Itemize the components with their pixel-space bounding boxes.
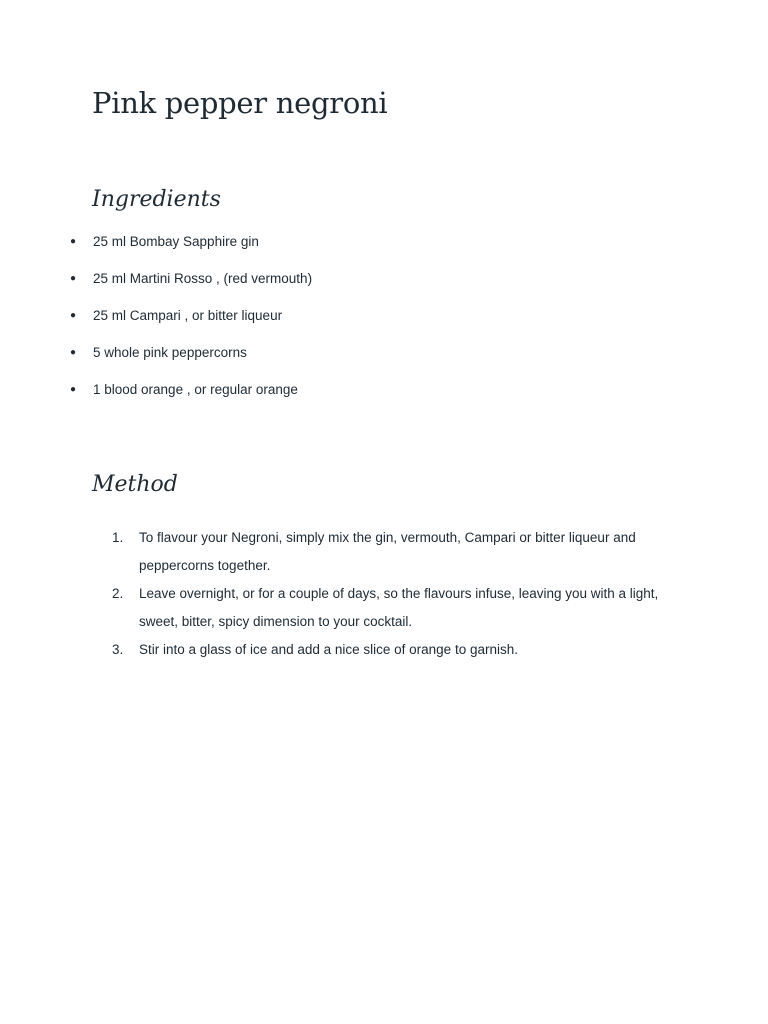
- ingredients-heading: Ingredients: [92, 187, 221, 212]
- ingredient-text: 5 whole pink peppercorns: [93, 345, 247, 360]
- bullet-icon: ●: [69, 347, 77, 358]
- method-step: [0, 636, 700, 664]
- method-step: [0, 580, 700, 636]
- ingredient-item: [0, 232, 700, 269]
- page-title: Pink pepper negroni: [92, 86, 388, 120]
- ingredient-text: 25 ml Campari , or bitter liqueur: [93, 308, 283, 323]
- ingredient-item: [0, 306, 700, 343]
- ingredient-item: [0, 380, 700, 417]
- bullet-icon: ●: [69, 273, 77, 284]
- ingredient-item: [0, 343, 700, 380]
- method-list: [0, 524, 700, 664]
- step-number: 1.: [112, 530, 124, 545]
- step-text: Leave overnight, or for a couple of days, so the flavours infuse, leaving you with a light, sweet, bitter, spicy dimension to your cocktail.: [139, 586, 659, 629]
- bullet-icon: ●: [69, 236, 77, 247]
- step-text: Stir into a glass of ice and add a nice slice of orange to garnish.: [139, 642, 518, 657]
- step-number: 2.: [112, 586, 124, 601]
- ingredient-text: 25 ml Martini Rosso , (red vermouth): [93, 271, 313, 286]
- bullet-icon: ●: [69, 310, 77, 321]
- ingredients-list: [0, 232, 700, 417]
- ingredient-text: 1 blood orange , or regular orange: [93, 382, 298, 397]
- ingredient-text: 25 ml Bombay Sapphire gin: [93, 234, 259, 249]
- step-number: 3.: [112, 642, 124, 657]
- method-step: [0, 524, 700, 580]
- step-text: To flavour your Negroni, simply mix the gin, vermouth, Campari or bitter liqueur and peppercorns together.: [139, 530, 636, 573]
- bullet-icon: ●: [69, 384, 77, 395]
- ingredient-item: [0, 269, 700, 306]
- method-heading: Method: [92, 472, 178, 497]
